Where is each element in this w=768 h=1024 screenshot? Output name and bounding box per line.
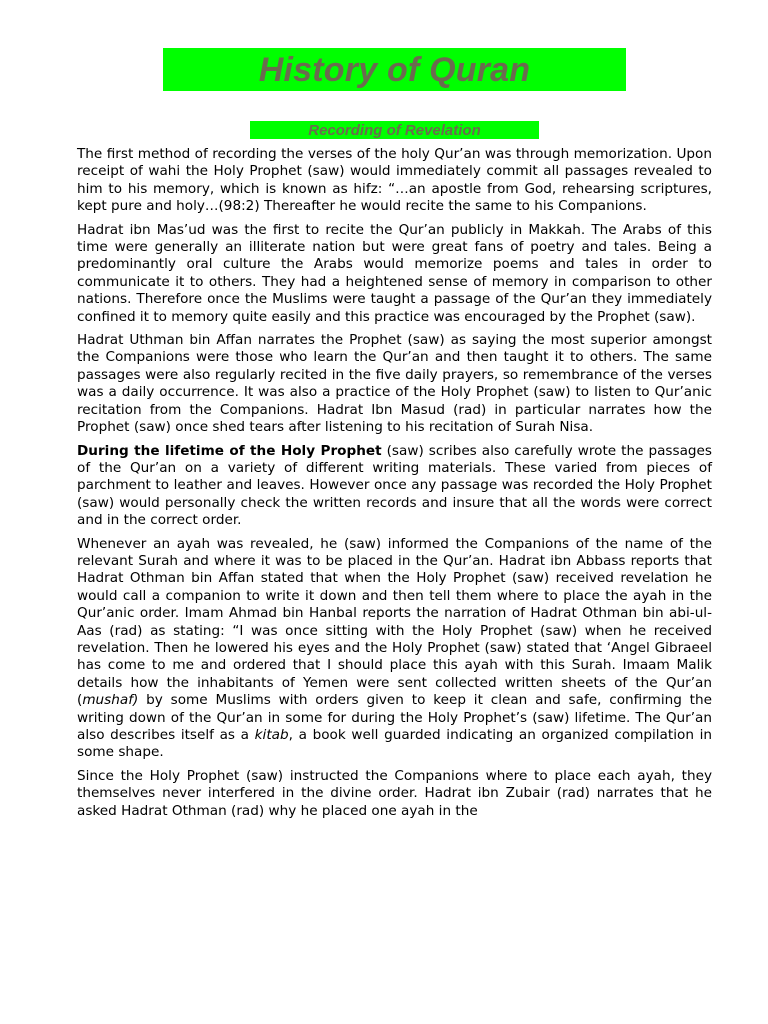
paragraph-4 [77,443,712,530]
page-title: History of Quran [258,50,531,89]
subtitle-banner [250,121,539,139]
paragraph-6: Since the Holy Prophet (saw) instructed the Companions where to place each ayah, they themselves never interfered in the divine order. Hadrat ibn Zubair (rad) narrates that he asked Hadrat Othman (rad) why he placed one ayah in the [77,767,712,819]
paragraph-3: Hadrat Uthman bin Affan narrates the Prophet (saw) as saying the most superior amongst the Companions were those who learn the Qur’an and then taught it to others. The same passages were also regularly recited in the five daily prayers, so remembrance of the verses was a daily occurrence. It was also a practice of the Holy Prophet (saw) to listen to Qur’anic recitation from the Companions. Hadrat Ibn Masud (rad) in particular narrates how the Prophet (saw) once shed tears after listening to his recitation of Surah Nisa. [77,332,712,436]
paragraph-5-text-a: Whenever an ayah was revealed, he (saw) informed the Companions of the name of the relevant Surah and where it was to be placed in the Qur’an. Hadrat ibn Abbass reports that Hadrat Othman bin Affan stated that when the Holy Prophet (saw) received revelation he would call a companion to write it down and then tell them where to place the ayah in the Qur’anic order. Imam Ahmad bin Hanbal reports the narration of Hadrat Othman bin abi-ul-Aas (rad) as stating: “I was once sitting with the Holy Prophet (saw) when he received revelation. Then he lowered his eyes and the Holy Prophet (saw) stated that ‘Angel Gibraeel has come to me and ordered that I should place this ayah with this Surah. Imaam Malik details how the inhabitants of Yemen were sent collected written sheets of the Qur’an ( [77,535,712,709]
paragraph-4-bold-lead: During the lifetime of the Holy Prophet [77,442,382,459]
paragraph-5-text-c: , a book well guarded indicating an organized compilation in some shape. [77,727,712,761]
paragraph-5 [77,536,712,762]
body-text [77,146,712,826]
paragraph-5-italic-mushaf: mushaf) [82,692,139,709]
paragraph-1: The first method of recording the verses of the holy Qur’an was through memorization. Upon receipt of wahi the Holy Prophet (saw) would immediately commit all passages revealed to him to his memory, which is known as hifz: “…an apostle from God, rehearsing scriptures, kept pure and holy…(98:2) Thereafter he would recite the same to his Companions. [77,146,712,215]
paragraph-5-text-b: by some Muslims with orders given to keep it clean and safe, confirming the writing down of the Qur’an in some for during the Holy Prophet’s (saw) lifetime. The Qur’an also describes itself as a [77,692,712,743]
section-heading: Recording of Revelation [308,121,481,139]
title-banner [163,48,626,91]
paragraph-2: Hadrat ibn Mas’ud was the first to recite the Qur’an publicly in Makkah. The Arabs of this time were generally an illiterate nation but were great fans of poetry and tales. Being a predominantly oral culture the Arabs would memorize poems and tales in order to communicate it to others. They had a heightened sense of memory in comparison to other nations. Therefore once the Muslims were taught a passage of the Qur’an they immediately confined it to memory quite easily and this practice was encouraged by the Prophet (saw). [77,221,712,325]
paragraph-4-text: (saw) scribes also carefully wrote the passages of the Qur’an on a variety of different writing materials. These varied from pieces of parchment to leather and leaves. However once any passage was recorded the Holy Prophet (saw) would personally check the written records and insure that all the words were correct and in the correct order. [77,442,712,529]
paragraph-5-italic-kitab: kitab [254,727,289,743]
